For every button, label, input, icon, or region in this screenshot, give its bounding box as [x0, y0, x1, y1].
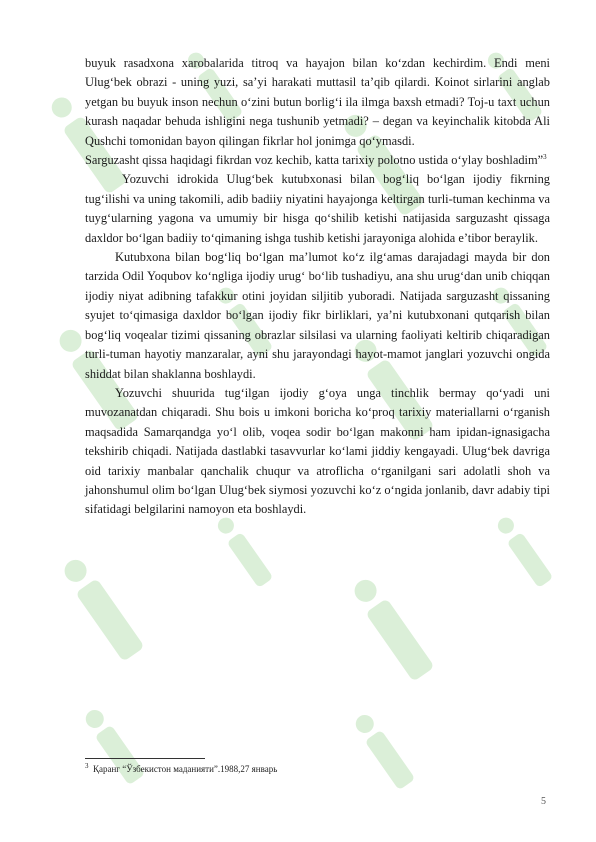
watermark-logo-icon [59, 554, 145, 661]
footnote-reference[interactable]: 3 [543, 152, 547, 161]
watermark-logo-icon [494, 514, 553, 588]
footnote [85, 764, 277, 774]
paragraph: Yozuvchi idrokida Ulug‘bek kutubxonasi bilan bog‘liq bo‘lgan ijodiy fikrning tug‘ilishi va uning takomili, adib badiiy niyatini hayajonga keltirgan turli-tuman kechinma va tuyg‘ularning yagona va umumiy bir hisga qo‘shilib ketishi natijasida sarguzasht qissaga daxldor bo‘lgan badiiy to‘qimaning ishga tushib ketishi jarayoniga alohida e’tibor beraylik. [85, 172, 550, 245]
page-number: 5 [541, 796, 546, 807]
watermark-logo-icon [214, 514, 273, 588]
watermark-logo-icon [351, 711, 415, 790]
footnote-number: 3 [85, 762, 89, 770]
paragraph: Yozuvchi shuurida tug‘ilgan ijodiy g‘oya unga tinchlik bermay qo‘yadi uni muvozanatdan chiqaradi. Shu bois u imkoni boricha ko‘proq tarixiy materiallarni o‘rganish maqsadida Samarqandga yo‘l olib, voqea sodir bo‘lgan makonni ham ipidan-ignasigacha tekshirib chiqadi. Natijada dastlabki tasavvurlar ko‘lami jiddiy kengayadi. Ulug‘bek davriga oid tarixiy manbalar qanchalik chuqur va atroflicha o‘rganilgani sari adolatli shoh va jahonshumul olim bo‘lgan Ulug‘bek siymosi yozuvchi ko‘z o‘ngida jonlanib, davr adabiy tipi sifatidagi belgilarini namoyon eta boshlaydi. [85, 385, 550, 517]
footnote-divider [85, 758, 205, 759]
paragraph-text: Sarguzasht qissa haqidagi fikrdan voz kechib, katta tarixiy polotno ustida o‘ylay boshladim” [85, 153, 544, 168]
paragraph: Kutubxona bilan bog‘liq bo‘lgan ma’lumot ko‘z ilg‘amas darajadagi mayda bir don tarzida Odil Yoqubov ko‘ngliga ijodiy urug‘ bo‘lib tushadiyu, ana shu urug‘dan unib chiqqan ijodiy niyat adibning tafakkur otini joyidan siljitib yuboradi. Natijada sarguzasht qissaning syujet to‘qimasiga daxldor bo‘lgan ijodiy fikr birliklari, ya’ni kutubxonani qutqarish bilan bog‘liq voqealar tizimi qissaning obrazlar silsilasi va ularning faoliyati keltirib chiqaradigan turli-tuman hayotiy manzaralar, ayni shu jarayondagi hayot-mamot janglari yozuvchi ongida shiddat bilan shaklanna boshlaydi. [85, 250, 550, 381]
watermark-logo-icon [349, 574, 435, 681]
footnote-text: Қаранг “Ўзбекистон маданияти”.1988,27 январь [93, 764, 278, 774]
paragraph: buyuk rasadxona xarobalarida titroq va hayajon bilan ko‘zdan kechirdim. Endi meni Ulug‘bek obrazi - uning yuzi, sa’yi harakati muttasil ta’qib qilardi. Koinot sirlarini anglab yetgan bu buyuk inson nechun o‘zini butun borlig‘i ila ilmga baxsh etmadi? Toj-u taxt uchun kurash naqadar behuda ishligini nega tushunib yetmadi? – degan va keyinchalik kitobda Ali Qushchi tomonidan bayon qilingan fikrlar hol jonimga qo‘ymasdi. [85, 56, 550, 148]
paragraph [85, 151, 550, 170]
body-text [85, 54, 550, 520]
